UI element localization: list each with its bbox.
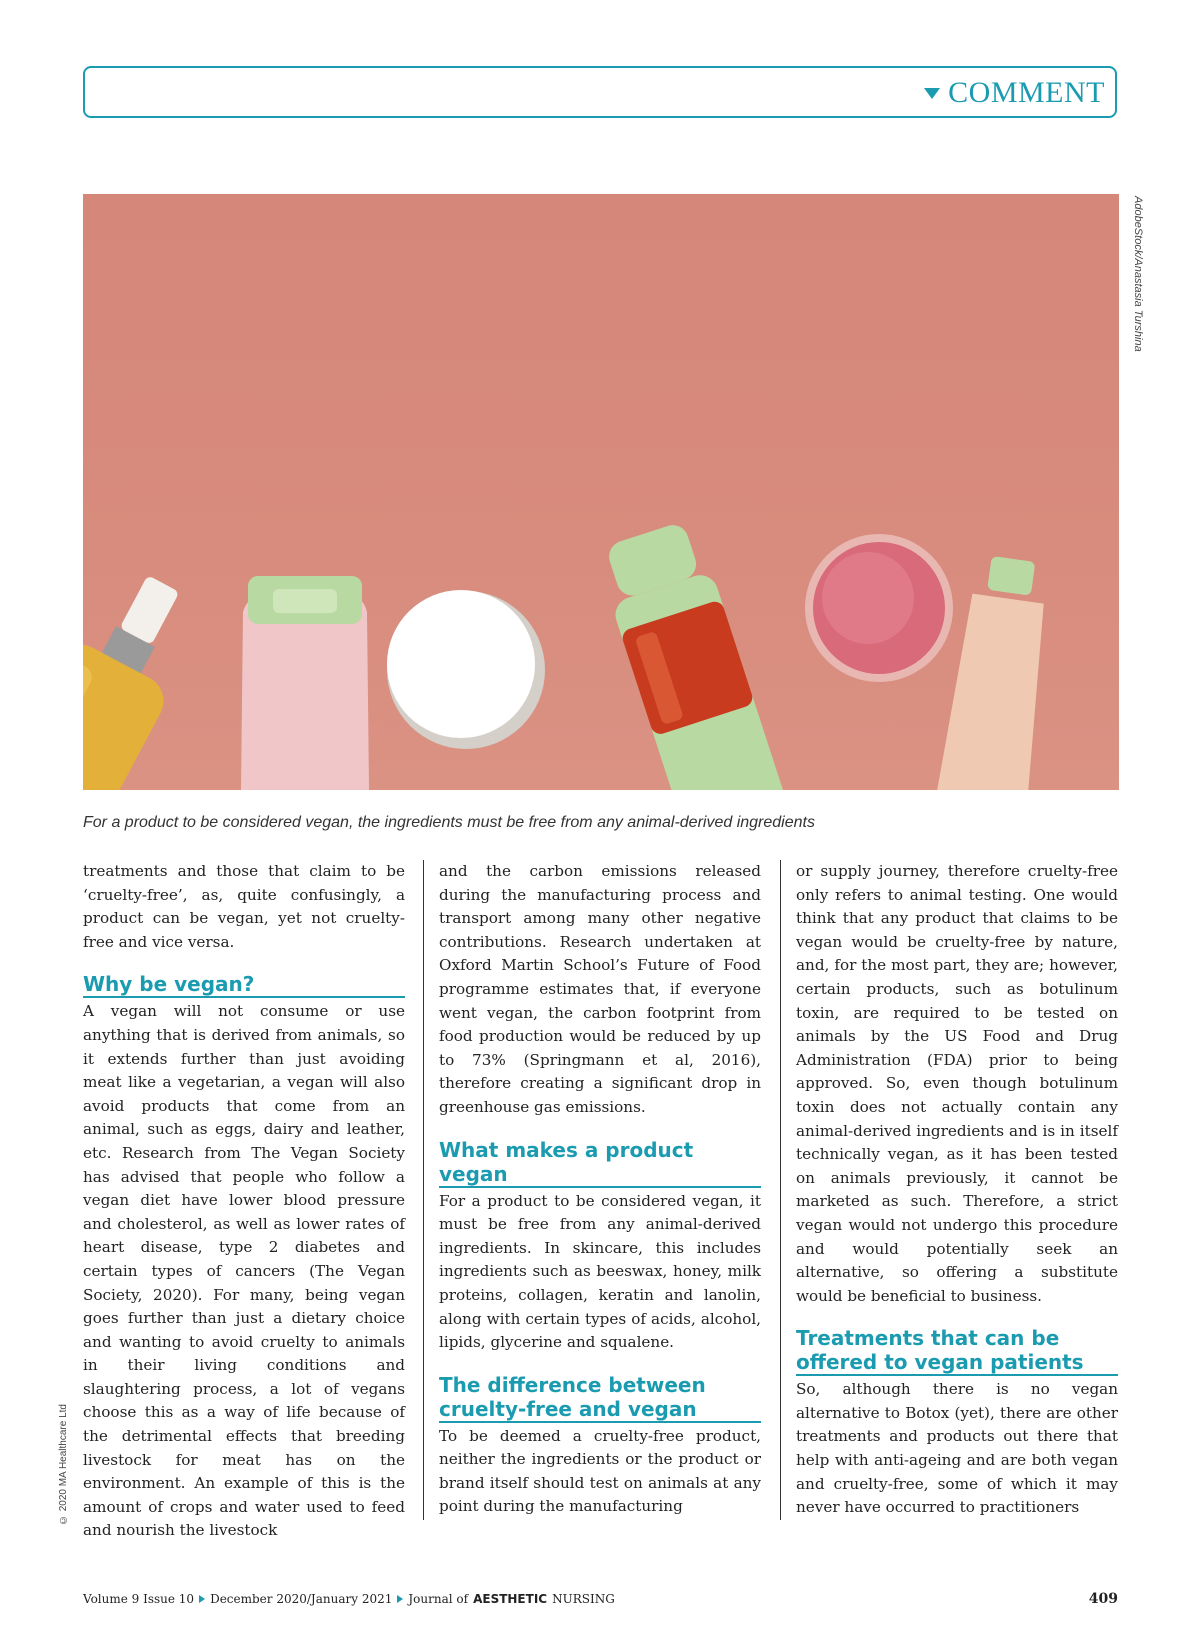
triangle-down-icon: [924, 88, 940, 99]
dropper-bottle: [83, 556, 215, 790]
triangle-right-icon: [397, 1595, 403, 1603]
page-footer: [83, 1592, 615, 1606]
pink-tube: [241, 576, 369, 790]
subheading-treatments: Treatments that can be offered to vegan patients: [796, 1326, 1118, 1376]
paragraph: For a product to be considered vegan, it must be free from any animal-derived ingredients. In skincare, this includes ingredients such as beeswax, honey, milk proteins, collagen, keratin and lanolin, along with certain types of acids, alcohol, lipids, glycerine and squalene.: [439, 1191, 761, 1352]
article-column-1: [83, 860, 405, 1543]
article-column-2: [439, 860, 761, 1519]
cream-tube: [935, 553, 1061, 790]
paragraph: and the carbon emissions released during the manufacturing process and transport among many other negative contributions. Research undertaken at Oxford Martin School’s Future of Food programme estimates that, if everyone went vegan, the carbon footprint from food production would be reduced by up to 73% (Springmann et al, 2016), therefore creating a significant drop in greenhouse gas emissions.: [439, 862, 761, 1116]
figure-caption: For a product to be considered vegan, the ingredients must be free from any animal-derived ingredients: [83, 814, 815, 831]
subheading-what-makes-vegan: What makes a product vegan: [439, 1138, 761, 1188]
section-header-box: [83, 66, 1117, 118]
column-divider-2: [780, 860, 781, 1520]
subheading-difference: The difference between cruelty-free and vegan: [439, 1373, 761, 1423]
footer-journal-strong: AESTHETIC: [473, 1592, 548, 1606]
footer-volume: Volume 9 Issue 10: [83, 1592, 195, 1606]
gel-jar: [805, 534, 953, 682]
section-title: COMMENT: [948, 76, 1105, 109]
paragraph: So, although there is no vegan alternative to Botox (yet), there are other treatments and products out there that help with anti-ageing and are both vegan and cruelty-free, some of which it may never have occurred to practitioners: [796, 1380, 1118, 1517]
footer-journal-suffix: NURSING: [552, 1592, 615, 1606]
copyright-notice: © 2020 MA Healthcare Ltd: [58, 1404, 69, 1526]
subheading-why-vegan: Why be vegan?: [83, 972, 405, 998]
footer-date: December 2020/January 2021: [210, 1592, 393, 1606]
footer-journal-prefix: Journal of: [408, 1592, 469, 1606]
cosmetics-photo: [83, 194, 1119, 790]
green-bottle: [594, 517, 817, 790]
paragraph: treatments and those that claim to be ‘cruelty-free’, as, quite confusingly, a product can be vegan, yet not cruelty-free and vice versa.: [83, 862, 405, 951]
photo-credit: AdobeStock/Anastasia Turshina: [1132, 196, 1144, 352]
photo-illustration: [83, 194, 1119, 790]
page-number: 409: [1088, 1591, 1118, 1607]
paragraph: or supply journey, therefore cruelty-free only refers to animal testing. One would think that any product that claims to be vegan would be cruelty-free by nature, and, for the most part, they are; however, certain products, such as botulinum toxin, are required to be tested on animals by the US Food and Drug Administration (FDA) prior to being approved. So, even though botulinum toxin does not actually contain any animal-derived ingredients and is in itself technically vegan, as it has been tested on animals previously, it cannot be marketed as such. Therefore, a strict vegan would not undergo this procedure and would potentially seek an alternative, so offering a substitute would be beneficial to business.: [796, 862, 1118, 1305]
paragraph: A vegan will not consume or use anything that is derived from animals, so it extends further than just avoiding meat like a vegetarian, a vegan will also avoid products that come from an animal, such as eggs, dairy and leather, etc. Research from The Vegan Society has advised that people who follow a vegan diet have lower blood pressure and cholesterol, as well as lower rates of heart disease, type 2 diabetes and certain types of cancers (The Vegan Society, 2020). For many, being vegan goes further than just a dietary choice and wanting to avoid cruelty to animals in their living conditions and slaughtering process, a lot of vegans choose this as a way of life because of the detrimental effects that breeding livestock for meat has on the environment. An example of this is the amount of crops and water used to feed and nourish the livestock: [83, 1002, 405, 1540]
triangle-right-icon: [199, 1595, 205, 1603]
section-label: [924, 76, 1105, 110]
article-column-3: [796, 860, 1118, 1520]
paragraph: To be deemed a cruelty-free product, neither the ingredients or the product or brand itself should test on animals at any point during the manufacturing: [439, 1426, 761, 1516]
white-jar: [387, 590, 545, 749]
column-divider-1: [423, 860, 424, 1520]
